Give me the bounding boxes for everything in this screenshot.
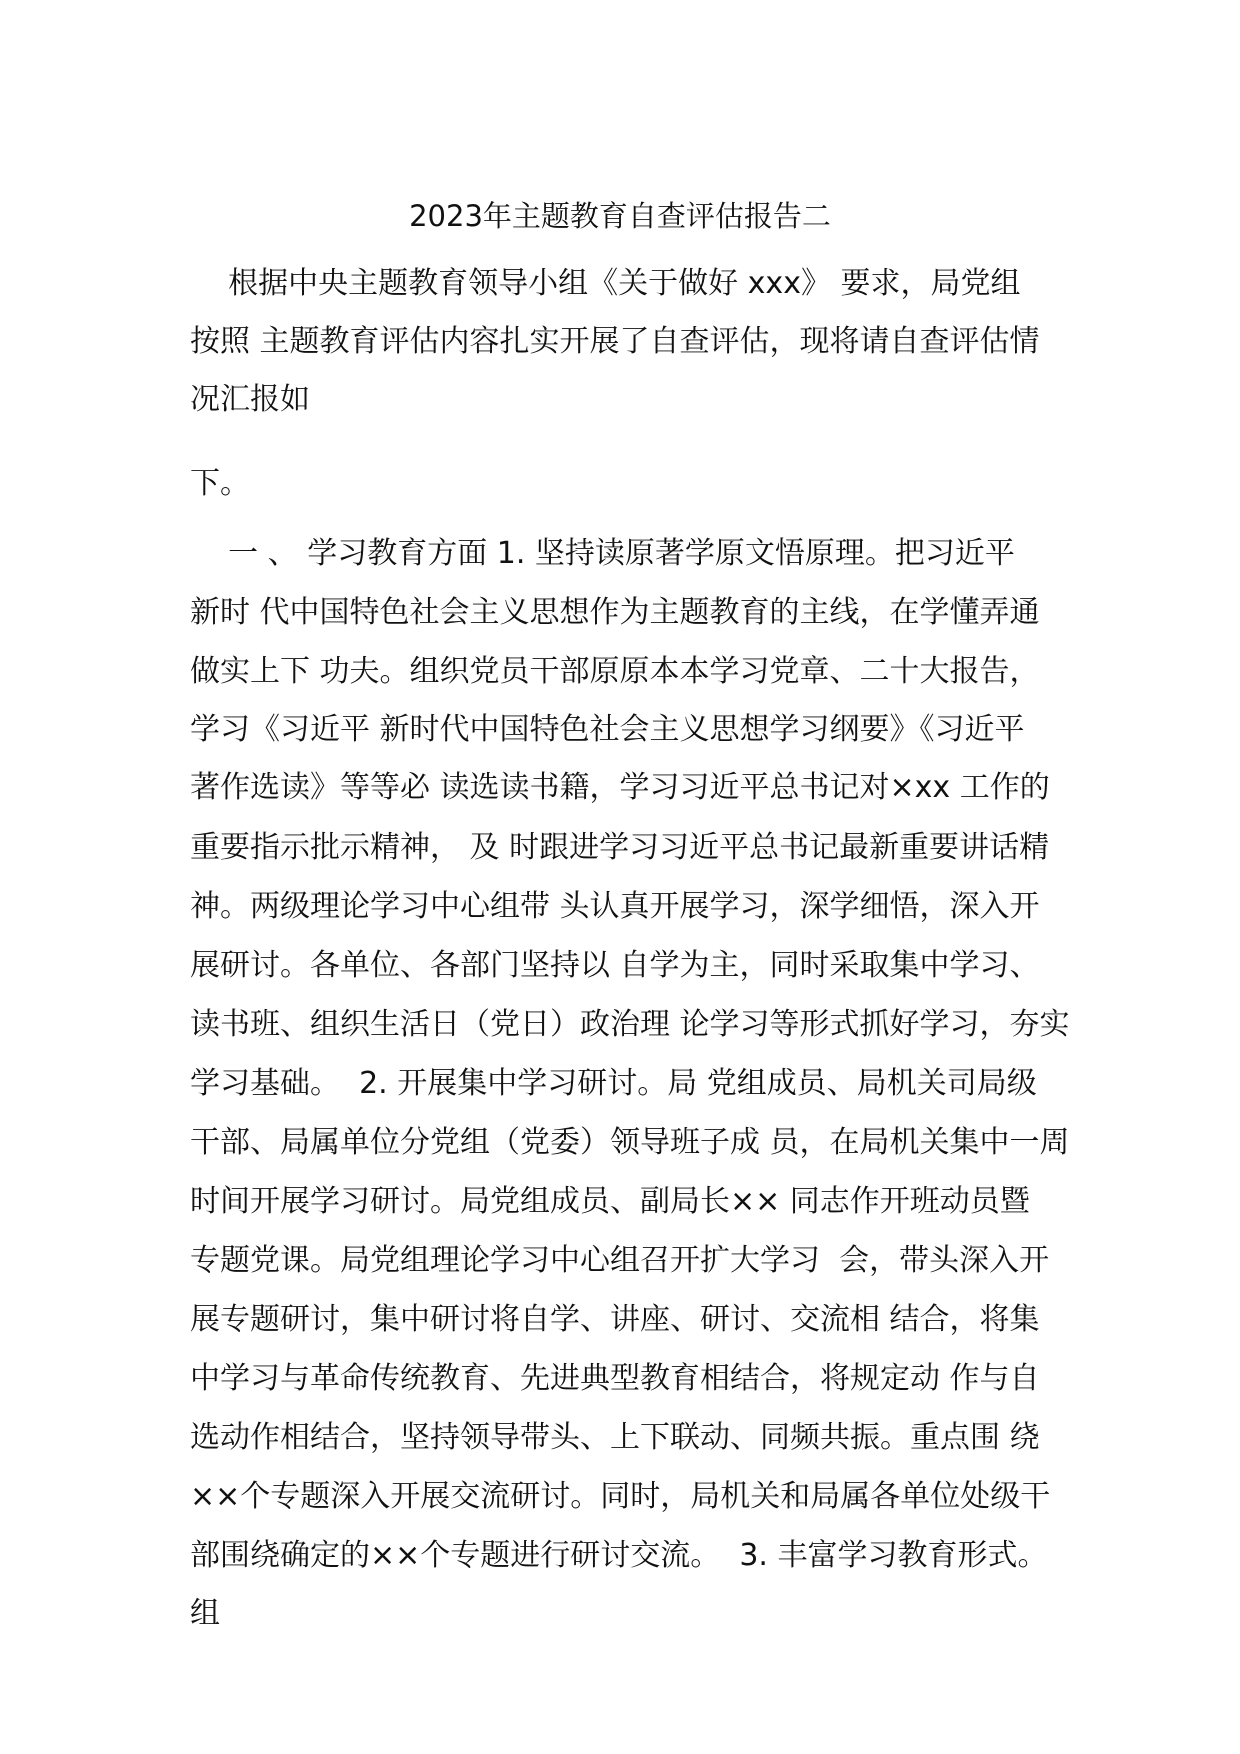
- paragraph-line: 神。两级理论学习中心组带 头认真开展学习，深学细悟，深入开: [190, 889, 1040, 924]
- paragraph-line: 学习《习近平 新时代中国特色社会主义思想学习纲要》《习近平: [190, 712, 1025, 747]
- paragraph-line: 一 、 学习教育方面 1. 坚持读原著学原文悟原理。把习近平: [190, 536, 1015, 571]
- paragraph-line: 组: [190, 1596, 220, 1631]
- paragraph-line: 学习基础。 2. 开展集中学习研讨。局 党组成员、局机关司局级: [190, 1066, 1037, 1101]
- paragraph-line: 做实上下 功夫。组织党员干部原原本本学习党章、二十大报告，: [190, 654, 1040, 689]
- paragraph-line: 新时 代中国特色社会主义思想作为主题教育的主线，在学懂弄通: [190, 595, 1040, 630]
- paragraph-line: 根据中央主题教育领导小组《关于做好 xxx》 要求，局党组: [190, 266, 1021, 301]
- paragraph-line: 部围绕确定的××个专题进行研讨交流。 3. 丰富学习教育形式。: [190, 1538, 1048, 1573]
- document-title: 2023年主题教育自查评估报告二: [409, 199, 831, 233]
- paragraph-line: 选动作相结合，坚持领导带头、上下联动、同频共振。重点围 绕: [190, 1420, 1040, 1455]
- paragraph-line: 著作选读》等等必 读选读书籍，学习习近平总书记对×xx 工作的: [190, 770, 1050, 805]
- paragraph-line: 况汇报如: [190, 382, 310, 417]
- paragraph-line: 下。: [190, 466, 250, 501]
- paragraph-line: 展研讨。各单位、各部门坚持以 自学为主，同时采取集中学习、: [190, 948, 1040, 983]
- paragraph-line: 按照 主题教育评估内容扎实开展了自查评估，现将请自查评估情: [190, 324, 1040, 359]
- paragraph-line: 重要指示批示精神， 及 时跟进学习习近平总书记最新重要讲话精: [190, 830, 1050, 865]
- paragraph-line: 展专题研讨，集中研讨将自学、讲座、研讨、交流相 结合，将集: [190, 1302, 1040, 1337]
- paragraph-line: 读书班、组织生活日（党日）政治理 论学习等形式抓好学习，夯实: [190, 1007, 1070, 1042]
- paragraph-line: 干部、局属单位分党组（党委）领导班子成 员，在局机关集中一周: [190, 1125, 1070, 1160]
- paragraph-line: 时间开展学习研讨。局党组成员、副局长×× 同志作开班动员暨: [190, 1184, 1030, 1219]
- paragraph-line: ××个专题深入开展交流研讨。同时，局机关和局属各单位处级干: [190, 1479, 1051, 1514]
- paragraph-line: 中学习与革命传统教育、先进典型教育相结合，将规定动 作与自: [190, 1361, 1040, 1396]
- paragraph-line: 专题党课。局党组理论学习中心组召开扩大学习 会，带头深入开: [190, 1243, 1050, 1278]
